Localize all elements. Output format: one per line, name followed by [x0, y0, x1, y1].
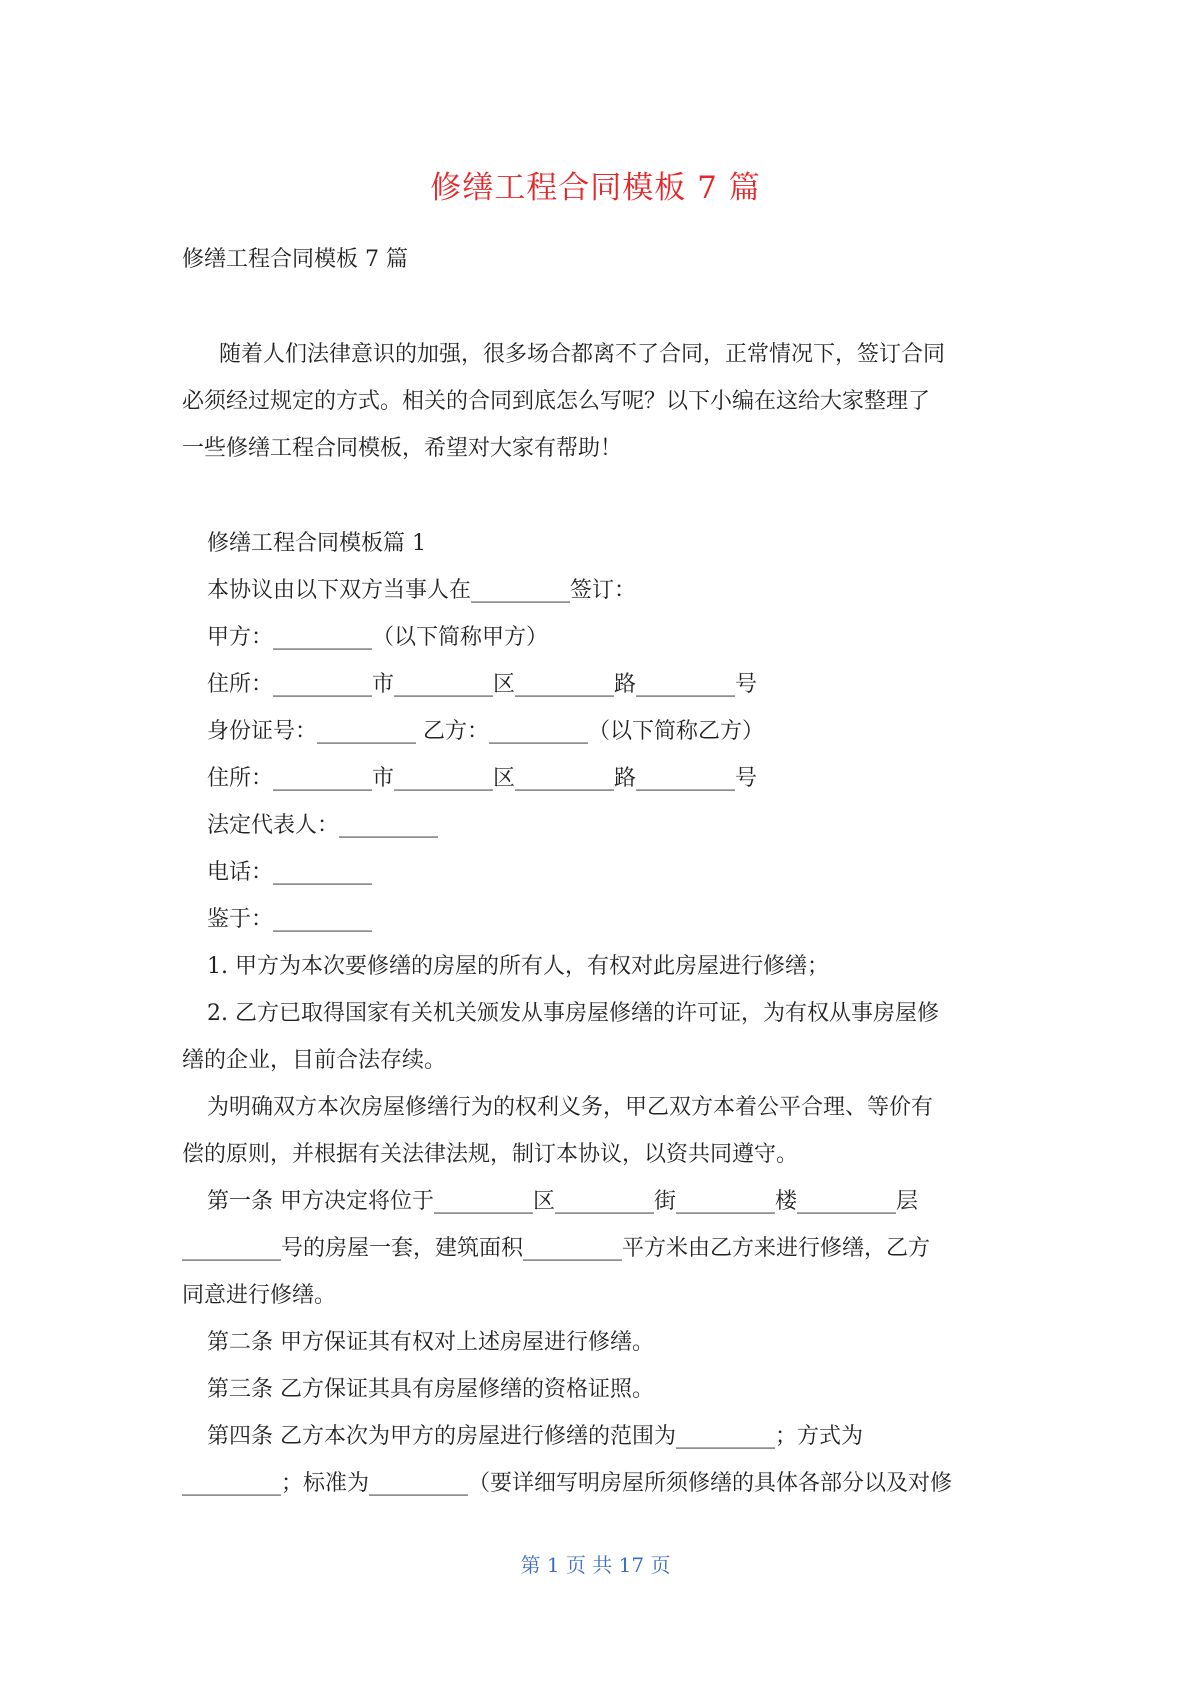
contract-line: 第三条 乙方保证其具有房屋修缮的资格证照。 — [207, 1377, 654, 1402]
contract-line: 本协议由以下双方当事人在_________签订： — [207, 578, 637, 603]
contract-line: _________号的房屋一套，建筑面积_________平方米由乙方来进行修缮，乙方 — [182, 1236, 931, 1261]
contract-line: 甲方：_________（以下简称甲方） — [207, 625, 549, 650]
contract-line: 同意进行修缮。 — [182, 1283, 337, 1308]
section-heading: 修缮工程合同模板篇 1 — [207, 531, 426, 556]
contract-line: 缮的企业，目前合法存续。 — [182, 1048, 447, 1073]
contract-line: 第一条 甲方决定将位于_________区_________街_________楼_________层 — [207, 1189, 918, 1214]
contract-line: 2. 乙方已取得国家有关机关颁发从事房屋修缮的许可证，为有权从事房屋修 — [207, 1001, 939, 1026]
contract-line: 电话：_________ — [207, 860, 373, 885]
contract-line: 法定代表人：_________ — [207, 813, 439, 838]
contract-line: 身份证号：_________ 乙方：_________（以下简称乙方） — [207, 719, 764, 744]
intro-line-2: 必须经过规定的方式。相关的合同到底怎么写呢？以下小编在这给大家整理了 — [182, 389, 931, 414]
contract-line: _________；标准为_________（要详细写明房屋所须修缮的具体各部分以及对修 — [182, 1471, 953, 1496]
subtitle-line: 修缮工程合同模板 7 篇 — [182, 247, 408, 272]
contract-line: 住所：_________市_________区_________路_________号 — [207, 672, 758, 697]
contract-line: 为明确双方本次房屋修缮行为的权利义务，甲乙双方本着公平合理、等价有 — [207, 1095, 934, 1120]
document-title: 修缮工程合同模板 7 篇 — [430, 170, 761, 206]
contract-line: 第四条 乙方本次为甲方的房屋进行修缮的范围为_________；方式为 — [207, 1424, 863, 1449]
intro-line-3: 一些修缮工程合同模板，希望对大家有帮助！ — [182, 436, 623, 461]
intro-line-1: 随着人们法律意识的加强，很多场合都离不了合同，正常情况下，签订合同 — [219, 342, 946, 367]
contract-line: 住所：_________市_________区_________路_________号 — [207, 766, 758, 791]
contract-line: 1. 甲方为本次要修缮的房屋的所有人，有权对此房屋进行修缮； — [207, 954, 829, 979]
contract-line: 鉴于：_________ — [207, 907, 373, 932]
page-footer: 第 1 页 共 17 页 — [520, 1553, 671, 1577]
contract-line: 偿的原则，并根据有关法律法规，制订本协议，以资共同遵守。 — [182, 1142, 799, 1167]
contract-line: 第二条 甲方保证其有权对上述房屋进行修缮。 — [207, 1330, 654, 1355]
